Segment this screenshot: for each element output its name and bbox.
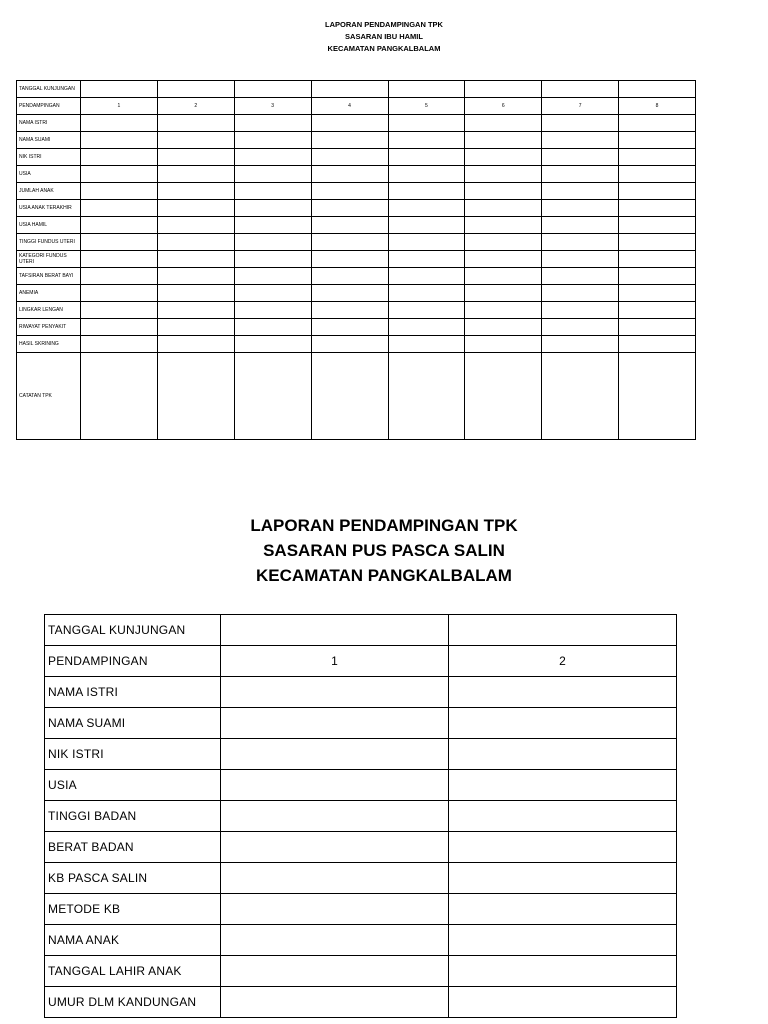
form2-title-line-1: LAPORAN PENDAMPINGAN TPK bbox=[250, 516, 518, 535]
form1-entry-cell[interactable] bbox=[542, 217, 619, 234]
form1-entry-cell[interactable] bbox=[619, 319, 696, 336]
form1-row bbox=[17, 166, 696, 183]
form1-entry-cell[interactable] bbox=[234, 302, 311, 319]
form2-entry-cell[interactable] bbox=[449, 615, 677, 646]
form1-entry-cell[interactable] bbox=[234, 336, 311, 353]
form1-entry-cell[interactable] bbox=[81, 166, 158, 183]
form1-entry-cell[interactable] bbox=[81, 81, 158, 98]
form1-row bbox=[17, 353, 696, 440]
form1-entry-cell[interactable] bbox=[465, 183, 542, 200]
form1-row bbox=[17, 217, 696, 234]
form2-entry-cell[interactable] bbox=[221, 677, 449, 708]
form2-table bbox=[44, 614, 677, 1018]
form1-entry-cell[interactable] bbox=[542, 268, 619, 285]
form1-entry-cell[interactable] bbox=[234, 81, 311, 98]
form1-title-line-1: LAPORAN PENDAMPINGAN TPK bbox=[325, 20, 443, 29]
form1-entry-cell[interactable] bbox=[465, 149, 542, 166]
form2-row bbox=[45, 801, 677, 832]
form1-row-label: HASIL SKRINING bbox=[17, 336, 81, 353]
form1-entry-cell[interactable] bbox=[157, 115, 234, 132]
form1-entry-cell[interactable] bbox=[81, 132, 158, 149]
form1-entry-cell[interactable] bbox=[311, 251, 388, 268]
form1-entry-cell[interactable] bbox=[234, 200, 311, 217]
form1-row-label: NAMA ISTRI bbox=[17, 115, 81, 132]
form2-column-number: 2 bbox=[449, 646, 677, 677]
form2-entry-cell[interactable] bbox=[449, 708, 677, 739]
form1-entry-cell[interactable] bbox=[81, 183, 158, 200]
form2-entry-cell[interactable] bbox=[221, 956, 449, 987]
form1-entry-cell[interactable] bbox=[388, 268, 465, 285]
form1-row-label: RIWAYAT PENYAKIT bbox=[17, 319, 81, 336]
form1-entry-cell[interactable] bbox=[542, 149, 619, 166]
form2-title-line-3: KECAMATAN PANGKALBALAM bbox=[256, 566, 512, 585]
form2-title-line-2: SASARAN PUS PASCA SALIN bbox=[263, 541, 505, 560]
form2-entry-cell[interactable] bbox=[221, 770, 449, 801]
form2-row bbox=[45, 677, 677, 708]
form1-entry-cell[interactable] bbox=[465, 336, 542, 353]
form2-entry-cell[interactable] bbox=[221, 801, 449, 832]
form2-row-label: KB PASCA SALIN bbox=[45, 863, 221, 894]
form1-column-number: 1 bbox=[81, 98, 158, 115]
form2-row-label: NAMA ISTRI bbox=[45, 677, 221, 708]
form1-entry-cell[interactable] bbox=[388, 251, 465, 268]
form1-entry-cell[interactable] bbox=[465, 81, 542, 98]
form1-entry-cell[interactable] bbox=[542, 353, 619, 440]
form2-entry-cell[interactable] bbox=[449, 987, 677, 1018]
form1-entry-cell[interactable] bbox=[311, 319, 388, 336]
form2-entry-cell[interactable] bbox=[449, 770, 677, 801]
form1-entry-cell[interactable] bbox=[619, 81, 696, 98]
form1-entry-cell[interactable] bbox=[619, 285, 696, 302]
form2-entry-cell[interactable] bbox=[449, 677, 677, 708]
form1-entry-cell[interactable] bbox=[157, 319, 234, 336]
form1-entry-cell[interactable] bbox=[157, 166, 234, 183]
form1-entry-cell[interactable] bbox=[311, 353, 388, 440]
form1-row bbox=[17, 302, 696, 319]
form1-entry-cell[interactable] bbox=[311, 217, 388, 234]
form1-entry-cell[interactable] bbox=[388, 149, 465, 166]
form1-entry-cell[interactable] bbox=[311, 132, 388, 149]
form1-entry-cell[interactable] bbox=[542, 115, 619, 132]
form1-row-label: CATATAN TPK bbox=[17, 353, 81, 440]
form1-entry-cell[interactable] bbox=[81, 268, 158, 285]
form1-entry-cell[interactable] bbox=[157, 302, 234, 319]
form1-entry-cell[interactable] bbox=[388, 132, 465, 149]
form1-entry-cell[interactable] bbox=[81, 302, 158, 319]
form2-entry-cell[interactable] bbox=[221, 615, 449, 646]
form2-row-label: NIK ISTRI bbox=[45, 739, 221, 770]
form1-entry-cell[interactable] bbox=[619, 251, 696, 268]
form2-row-label: TANGGAL KUNJUNGAN bbox=[45, 615, 221, 646]
form1-entry-cell[interactable] bbox=[157, 149, 234, 166]
form2-entry-cell[interactable] bbox=[449, 925, 677, 956]
form2-row-label: PENDAMPINGAN bbox=[45, 646, 221, 677]
form2-entry-cell[interactable] bbox=[221, 987, 449, 1018]
form1-entry-cell[interactable] bbox=[157, 268, 234, 285]
form1-entry-cell[interactable] bbox=[465, 268, 542, 285]
form1-entry-cell[interactable] bbox=[234, 217, 311, 234]
form2-row bbox=[45, 739, 677, 770]
form1-row bbox=[17, 132, 696, 149]
form1-entry-cell[interactable] bbox=[542, 285, 619, 302]
form1-entry-cell[interactable] bbox=[388, 234, 465, 251]
form1-entry-cell[interactable] bbox=[311, 81, 388, 98]
form1-row-label: USIA ANAK TERAKHIR bbox=[17, 200, 81, 217]
form1-entry-cell[interactable] bbox=[465, 251, 542, 268]
form1-row bbox=[17, 149, 696, 166]
form1-column-number: 8 bbox=[619, 98, 696, 115]
form1-entry-cell[interactable] bbox=[388, 200, 465, 217]
form1-entry-cell[interactable] bbox=[81, 336, 158, 353]
form1-entry-cell[interactable] bbox=[542, 166, 619, 183]
form1-row-label: ANEMIA bbox=[17, 285, 81, 302]
form1-row-label: KATEGORI FUNDUS UTERI bbox=[17, 251, 81, 268]
form2-row-label: NAMA ANAK bbox=[45, 925, 221, 956]
form1-entry-cell[interactable] bbox=[311, 115, 388, 132]
form2-row-label: METODE KB bbox=[45, 894, 221, 925]
form1-entry-cell[interactable] bbox=[157, 285, 234, 302]
form2-row bbox=[45, 863, 677, 894]
form2-row bbox=[45, 894, 677, 925]
form1-entry-cell[interactable] bbox=[81, 217, 158, 234]
form1-row bbox=[17, 319, 696, 336]
form2-column-number: 1 bbox=[221, 646, 449, 677]
form2-title-block bbox=[0, 513, 768, 588]
form1-entry-cell[interactable] bbox=[234, 132, 311, 149]
form1-entry-cell[interactable] bbox=[234, 149, 311, 166]
form1-entry-cell[interactable] bbox=[234, 166, 311, 183]
form2-row-label: NAMA SUAMI bbox=[45, 708, 221, 739]
form1-column-number: 5 bbox=[388, 98, 465, 115]
form1-row-label: USIA HAMIL bbox=[17, 217, 81, 234]
form1-entry-cell[interactable] bbox=[311, 149, 388, 166]
form1-entry-cell[interactable] bbox=[619, 115, 696, 132]
form1-column-number: 2 bbox=[157, 98, 234, 115]
form1-entry-cell[interactable] bbox=[388, 217, 465, 234]
form2-entry-cell[interactable] bbox=[449, 894, 677, 925]
form1-entry-cell[interactable] bbox=[542, 302, 619, 319]
form1-entry-cell[interactable] bbox=[388, 336, 465, 353]
form2-row-label: UMUR DLM KANDUNGAN bbox=[45, 987, 221, 1018]
form1-entry-cell[interactable] bbox=[234, 234, 311, 251]
form1-entry-cell[interactable] bbox=[388, 81, 465, 98]
form1-entry-cell[interactable] bbox=[542, 132, 619, 149]
form2-entry-cell[interactable] bbox=[221, 708, 449, 739]
form1-row bbox=[17, 251, 696, 268]
form1-entry-cell[interactable] bbox=[234, 285, 311, 302]
form1-entry-cell[interactable] bbox=[465, 234, 542, 251]
form1-entry-cell[interactable] bbox=[388, 115, 465, 132]
form1-entry-cell[interactable] bbox=[157, 251, 234, 268]
form1-entry-cell[interactable] bbox=[157, 132, 234, 149]
form2-entry-cell[interactable] bbox=[221, 832, 449, 863]
form1-entry-cell[interactable] bbox=[619, 336, 696, 353]
form2-entry-cell[interactable] bbox=[449, 956, 677, 987]
form1-row bbox=[17, 115, 696, 132]
form1-entry-cell[interactable] bbox=[157, 234, 234, 251]
form1-entry-cell[interactable] bbox=[619, 200, 696, 217]
form1-entry-cell[interactable] bbox=[619, 268, 696, 285]
form2-row bbox=[45, 770, 677, 801]
form1-entry-cell[interactable] bbox=[619, 149, 696, 166]
form1-entry-cell[interactable] bbox=[542, 183, 619, 200]
form1-row-label: USIA bbox=[17, 166, 81, 183]
form1-row-label: PENDAMPINGAN bbox=[17, 98, 81, 115]
form1-entry-cell[interactable] bbox=[542, 251, 619, 268]
form1-entry-cell[interactable] bbox=[388, 353, 465, 440]
form1-entry-cell[interactable] bbox=[619, 217, 696, 234]
form2-entry-cell[interactable] bbox=[449, 801, 677, 832]
form1-entry-cell[interactable] bbox=[465, 353, 542, 440]
form1-row-label: JUMLAH ANAK bbox=[17, 183, 81, 200]
form1-title-line-2: SASARAN IBU HAMIL bbox=[345, 32, 423, 41]
form1-row bbox=[17, 285, 696, 302]
form1-row bbox=[17, 268, 696, 285]
form1-entry-cell[interactable] bbox=[234, 183, 311, 200]
form2-entry-cell[interactable] bbox=[221, 894, 449, 925]
form1-entry-cell[interactable] bbox=[542, 200, 619, 217]
form1-entry-cell[interactable] bbox=[157, 336, 234, 353]
form2-row bbox=[45, 956, 677, 987]
form1-row-label: TANGGAL KUNJUNGAN bbox=[17, 81, 81, 98]
form2-row-label: TINGGI BADAN bbox=[45, 801, 221, 832]
form1-title-line-3: KECAMATAN PANGKALBALAM bbox=[327, 44, 441, 53]
form1-entry-cell[interactable] bbox=[465, 217, 542, 234]
form1-row bbox=[17, 336, 696, 353]
form2-row bbox=[45, 987, 677, 1018]
form1-entry-cell[interactable] bbox=[311, 268, 388, 285]
form2-row bbox=[45, 925, 677, 956]
form1-title-block bbox=[0, 19, 768, 55]
form1-entry-cell[interactable] bbox=[311, 183, 388, 200]
form1-entry-cell[interactable] bbox=[81, 319, 158, 336]
form2-row bbox=[45, 708, 677, 739]
form1-table bbox=[16, 80, 696, 440]
form1-entry-cell[interactable] bbox=[234, 251, 311, 268]
form1-entry-cell[interactable] bbox=[619, 353, 696, 440]
form1-entry-cell[interactable] bbox=[81, 353, 158, 440]
form1-entry-cell[interactable] bbox=[234, 115, 311, 132]
form1-entry-cell[interactable] bbox=[619, 302, 696, 319]
form1-row bbox=[17, 98, 696, 115]
form1-entry-cell[interactable] bbox=[157, 217, 234, 234]
form1-row-label: TINGGI FUNDUS UTERI bbox=[17, 234, 81, 251]
form1-entry-cell[interactable] bbox=[81, 285, 158, 302]
form1-entry-cell[interactable] bbox=[388, 285, 465, 302]
form1-entry-cell[interactable] bbox=[465, 132, 542, 149]
form2-row-label: USIA bbox=[45, 770, 221, 801]
form2-row bbox=[45, 615, 677, 646]
form1-entry-cell[interactable] bbox=[619, 166, 696, 183]
form1-entry-cell[interactable] bbox=[311, 234, 388, 251]
form2-row-label: TANGGAL LAHIR ANAK bbox=[45, 956, 221, 987]
form1-entry-cell[interactable] bbox=[311, 336, 388, 353]
form1-entry-cell[interactable] bbox=[81, 251, 158, 268]
form1-entry-cell[interactable] bbox=[465, 302, 542, 319]
form1-entry-cell[interactable] bbox=[619, 234, 696, 251]
form1-row-label: NIK ISTRI bbox=[17, 149, 81, 166]
form1-row bbox=[17, 81, 696, 98]
form1-entry-cell[interactable] bbox=[388, 183, 465, 200]
form1-entry-cell[interactable] bbox=[234, 353, 311, 440]
form1-entry-cell[interactable] bbox=[157, 353, 234, 440]
form2-entry-cell[interactable] bbox=[221, 863, 449, 894]
form1-entry-cell[interactable] bbox=[542, 336, 619, 353]
form2-entry-cell[interactable] bbox=[449, 863, 677, 894]
form1-row-label: LINGKAR LENGAN bbox=[17, 302, 81, 319]
form2-entry-cell[interactable] bbox=[221, 739, 449, 770]
form1-entry-cell[interactable] bbox=[234, 319, 311, 336]
form1-entry-cell[interactable] bbox=[542, 81, 619, 98]
form2-entry-cell[interactable] bbox=[449, 832, 677, 863]
form1-entry-cell[interactable] bbox=[465, 285, 542, 302]
form1-entry-cell[interactable] bbox=[81, 234, 158, 251]
form1-row bbox=[17, 200, 696, 217]
form2-entry-cell[interactable] bbox=[221, 925, 449, 956]
form1-entry-cell[interactable] bbox=[388, 166, 465, 183]
form1-row bbox=[17, 234, 696, 251]
form1-entry-cell[interactable] bbox=[157, 81, 234, 98]
form1-column-number: 3 bbox=[234, 98, 311, 115]
form1-column-number: 6 bbox=[465, 98, 542, 115]
form1-entry-cell[interactable] bbox=[542, 319, 619, 336]
form2-row bbox=[45, 832, 677, 863]
form2-entry-cell[interactable] bbox=[449, 739, 677, 770]
form1-entry-cell[interactable] bbox=[311, 302, 388, 319]
form1-entry-cell[interactable] bbox=[81, 149, 158, 166]
form2-row-label: BERAT BADAN bbox=[45, 832, 221, 863]
form1-column-number: 4 bbox=[311, 98, 388, 115]
form1-entry-cell[interactable] bbox=[81, 200, 158, 217]
form1-row bbox=[17, 183, 696, 200]
form1-entry-cell[interactable] bbox=[311, 166, 388, 183]
form1-entry-cell[interactable] bbox=[465, 319, 542, 336]
form1-entry-cell[interactable] bbox=[542, 234, 619, 251]
form1-column-number: 7 bbox=[542, 98, 619, 115]
form1-entry-cell[interactable] bbox=[311, 200, 388, 217]
form1-entry-cell[interactable] bbox=[388, 319, 465, 336]
form1-entry-cell[interactable] bbox=[311, 285, 388, 302]
form1-entry-cell[interactable] bbox=[234, 268, 311, 285]
form1-entry-cell[interactable] bbox=[157, 183, 234, 200]
form1-row-label: TAFSIRAN BERAT BAYI bbox=[17, 268, 81, 285]
form1-entry-cell[interactable] bbox=[388, 302, 465, 319]
form1-entry-cell[interactable] bbox=[465, 115, 542, 132]
form2-row bbox=[45, 646, 677, 677]
form1-entry-cell[interactable] bbox=[619, 183, 696, 200]
form1-entry-cell[interactable] bbox=[81, 115, 158, 132]
form1-entry-cell[interactable] bbox=[465, 166, 542, 183]
form1-entry-cell[interactable] bbox=[619, 132, 696, 149]
form1-entry-cell[interactable] bbox=[157, 200, 234, 217]
form1-row-label: NAMA SUAMI bbox=[17, 132, 81, 149]
form1-entry-cell[interactable] bbox=[465, 200, 542, 217]
